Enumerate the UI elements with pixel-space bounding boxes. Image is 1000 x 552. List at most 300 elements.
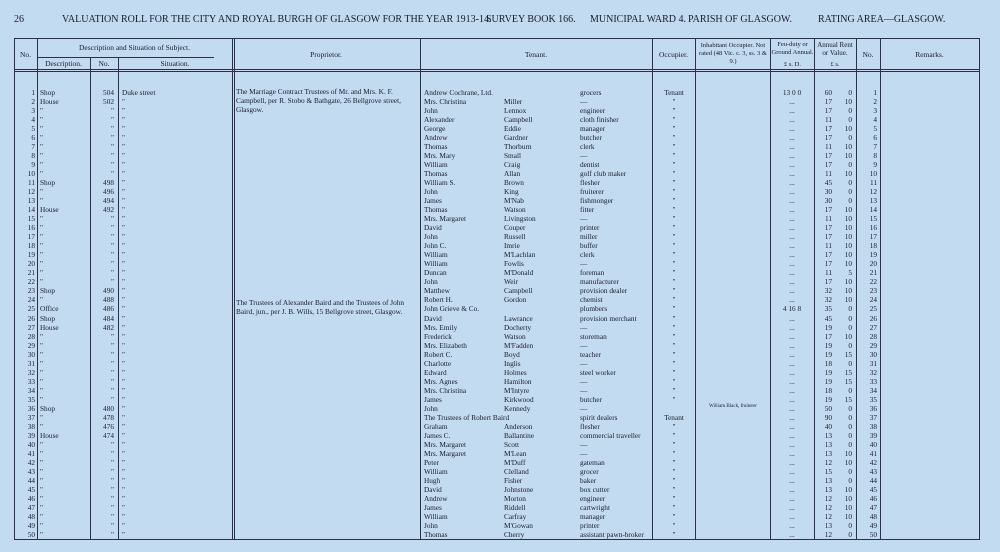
row-rent-pounds: 30 [824,187,832,197]
row-occupation: clerk [580,250,595,260]
row-rent-shillings: 10 [844,502,852,512]
row-number: 14 [27,205,35,215]
row-rent-shillings: 10 [844,511,852,521]
row-description: " [40,412,43,422]
row-house-number: " [111,457,114,467]
row-occupier: " [672,376,676,386]
col-header-number: No. [98,59,110,68]
col-header-desc-group: Description and Situation of Subject. [78,43,191,52]
row-occupier: " [672,97,676,107]
row-rent-pounds: 19 [824,376,832,386]
row-description: " [40,475,43,485]
row-number-right: 16 [869,223,877,233]
row-occupier: " [672,160,676,170]
row-rent-pounds: 45 [824,313,832,323]
row-occupation: foreman [580,268,605,278]
row-rent-shillings: 10 [844,286,852,296]
row-occupation: dentist [580,160,600,170]
row-feuduty: ... [789,214,795,224]
row-tenant-last: Allan [504,169,521,179]
row-rent-pounds: 45 [824,178,832,188]
row-rent-shillings: 10 [844,277,852,287]
row-occupier: " [672,241,676,251]
row-tenant-last: Fowlis [504,259,524,269]
row-occupation: flesher [580,421,600,431]
row-occupation: printer [580,223,600,233]
row-situation: " [122,241,125,251]
row-tenant-last: Kirkwood [504,394,534,404]
row-occupier: " [672,178,676,188]
row-rent-shillings: 0 [848,403,852,413]
row-occupier: " [672,223,676,233]
row-number: 27 [27,322,35,332]
row-occupation: fruiterer [580,187,604,197]
row-occupier: " [672,448,676,458]
row-occupation: manager [580,124,606,134]
row-tenant-last: Riddell [504,502,526,512]
row-number-right: 18 [869,241,877,251]
row-tenant-first: Mrs. Margaret [424,439,467,449]
row-house-number: 494 [103,196,114,206]
row-tenant-first: Charlotte [424,358,452,368]
row-feuduty: ... [789,268,795,278]
row-feuduty: ... [789,520,795,530]
row-house-number: " [111,520,114,530]
row-tenant-first: Edward [424,367,447,377]
row-rent-pounds: 17 [824,133,832,143]
row-description: " [40,223,43,233]
row-feuduty: ... [789,340,795,350]
row-tenant-first: Peter [424,457,439,467]
row-rent-shillings: 0 [848,304,852,314]
row-description: " [40,529,43,539]
row-occupation: manufacturer [580,277,619,287]
col-rule-1 [37,38,38,540]
row-number: 3 [31,106,35,116]
row-occupation: fishmonger [580,196,614,206]
row-rent-shillings: 0 [848,340,852,350]
row-feuduty: 4 16 8 [782,304,802,314]
row-occupier: " [672,484,676,494]
row-rent-pounds: 11 [824,268,832,278]
row-situation: " [122,322,125,332]
row-description: " [40,187,43,197]
row-number-right: 45 [869,484,877,494]
row-occupation: — [580,340,588,350]
row-situation: " [122,151,125,161]
row-occupation: buffer [580,241,598,251]
row-number-right: 32 [869,367,877,377]
row-rent-pounds: 17 [824,124,832,134]
row-number-right: 50 [869,529,877,539]
row-occupation: — [580,259,588,269]
row-rent-shillings: 0 [848,421,852,431]
row-house-number: " [111,466,114,476]
row-tenant-first: David [424,223,442,233]
row-tenant-first: Mrs. Agnes [424,376,458,386]
row-house-number: " [111,385,114,395]
row-tenant-last: Imrie [504,241,520,251]
row-description: " [40,124,43,134]
col-rule-11 [880,38,881,540]
col-header-remarks: Remarks. [915,50,944,59]
row-number-right: 20 [869,259,877,269]
row-house-number: " [111,439,114,449]
row-rent-pounds: 19 [824,349,832,359]
row-rent-shillings: 10 [844,214,852,224]
row-rent-shillings: 10 [844,250,852,260]
row-occupation: — [580,322,588,332]
row-occupation: cloth finisher [580,115,619,125]
row-situation: " [122,250,125,260]
row-tenant-first: Alexander [424,115,455,125]
row-occupier: " [672,457,676,467]
row-tenant-last: Russell [504,232,526,242]
row-tenant-first: James [424,394,442,404]
row-feuduty: ... [789,448,795,458]
row-occupier: " [672,529,676,539]
row-number-right: 11 [869,178,877,188]
row-number-right: 33 [869,376,877,386]
row-description: " [40,376,43,386]
row-situation: " [122,223,125,233]
row-tenant-first: John [424,403,438,413]
row-number-right: 21 [869,268,877,278]
row-rent-shillings: 15 [844,376,852,386]
row-rent-shillings: 10 [844,295,852,305]
row-rent-pounds: 18 [824,358,832,368]
row-number: 15 [27,214,35,224]
row-occupation: manager [580,511,606,521]
row-tenant-first: The Trustees of Robert Baird [424,412,510,422]
row-tenant-first: William [424,466,448,476]
col-header-inhabitant: Inhabitant Occupier. Not rated (48 Vic. c. 3, ss. 3 & 9.) [699,42,767,65]
row-description: " [40,457,43,467]
row-tenant-first: John C. [424,241,447,251]
col-header-rent-lsd: £ s. [830,61,840,68]
row-feuduty: ... [789,457,795,467]
row-situation: " [122,376,125,386]
row-tenant-first: John [424,187,438,197]
desc-subheader-rule [37,57,214,58]
col-rule-6 [652,38,653,540]
row-feuduty: ... [789,412,795,422]
row-number: 6 [31,133,35,143]
row-house-number: " [111,133,114,143]
row-tenant-first: John [424,106,438,116]
row-tenant-first: Thomas [424,205,448,215]
row-number: 20 [27,259,35,269]
parish: PARISH OF GLASGOW. [688,14,793,25]
row-occupation: commercial traveller [580,430,641,440]
row-tenant-first: John Grieve & Co. [424,304,480,314]
row-tenant-last: M'Fadden [504,340,534,350]
row-occupier: " [672,502,676,512]
row-occupier: " [672,196,676,206]
row-number: 29 [27,340,35,350]
row-house-number: " [111,268,114,278]
row-house-number: 486 [103,304,114,314]
row-tenant-first: Thomas [424,142,448,152]
row-occupation: — [580,151,588,161]
row-description: " [40,142,43,152]
row-house-number: " [111,340,114,350]
row-description: " [40,520,43,530]
row-number-right: 7 [873,142,877,152]
row-rent-pounds: 17 [824,259,832,269]
row-number: 40 [27,439,35,449]
row-situation: " [122,196,125,206]
row-rent-shillings: 10 [844,205,852,215]
row-situation: " [122,295,125,305]
row-tenant-first: Frederick [424,331,452,341]
row-situation: " [122,457,125,467]
row-rent-shillings: 5 [848,268,852,278]
row-situation: " [122,421,125,431]
row-situation: " [122,484,125,494]
row-rent-pounds: 17 [824,106,832,116]
row-rent-pounds: 11 [824,241,832,251]
row-number: 49 [27,520,35,530]
row-tenant-first: Duncan [424,268,447,278]
row-house-number: " [111,151,114,161]
row-feuduty: ... [789,187,795,197]
row-number: 50 [27,529,35,539]
row-rent-pounds: 17 [824,232,832,242]
row-tenant-first: George [424,124,446,134]
row-number-right: 1 [873,88,877,97]
row-description: Shop [40,88,56,97]
row-rent-pounds: 17 [824,205,832,215]
row-description: " [40,232,43,242]
row-number: 48 [27,511,35,521]
row-occupation: engineer [580,106,606,116]
row-occupation: — [580,403,588,413]
row-tenant-first: John [424,520,438,530]
row-tenant-last: Johnstone [504,484,534,494]
row-feuduty: ... [789,439,795,449]
row-description: " [40,385,43,395]
row-rent-pounds: 19 [824,367,832,377]
row-occupation: butcher [580,133,602,143]
row-situation: " [122,106,125,116]
row-occupation: storeman [580,331,607,341]
row-house-number: " [111,502,114,512]
row-occupier: " [672,439,676,449]
row-number-right: 38 [869,421,877,431]
row-number-right: 36 [869,403,877,413]
row-rent-pounds: 32 [824,286,832,296]
row-number-right: 24 [869,295,877,305]
row-description: " [40,115,43,125]
row-number: 18 [27,241,35,251]
row-description: " [40,259,43,269]
row-situation: " [122,502,125,512]
row-tenant-last: Craig [504,160,521,170]
row-rent-shillings: 10 [844,259,852,269]
row-house-number: " [111,484,114,494]
row-house-number: 490 [103,286,114,296]
row-situation: " [122,142,125,152]
row-feuduty: ... [789,223,795,233]
row-house-number: 478 [103,412,114,422]
row-feuduty: ... [789,151,795,161]
row-description: " [40,367,43,377]
row-tenant-last: Small [504,151,522,161]
table-bottom-rule [14,539,980,540]
row-occupation: miller [580,232,598,242]
row-tenant-first: James [424,502,442,512]
row-house-number: " [111,142,114,152]
row-tenant-last: Gardner [504,133,528,143]
row-occupier: " [672,421,676,431]
row-rent-pounds: 17 [824,151,832,161]
row-rent-shillings: 0 [848,133,852,143]
row-description: " [40,241,43,251]
row-feuduty: ... [789,106,795,116]
row-number: 39 [27,430,35,440]
row-house-number: " [111,475,114,485]
row-number: 43 [27,466,35,476]
row-description: " [40,358,43,368]
row-rent-shillings: 0 [848,520,852,530]
row-number: 2 [31,97,35,107]
row-rent-pounds: 13 [824,430,832,440]
row-house-number: 504 [103,88,114,97]
row-number: 5 [31,124,35,134]
row-rent-shillings: 0 [848,313,852,323]
row-situation: " [122,304,125,314]
row-description: " [40,196,43,206]
row-rent-pounds: 15 [824,466,832,476]
row-occupation: provision merchant [580,313,637,323]
row-description: " [40,340,43,350]
row-occupier: " [672,430,676,440]
row-feuduty: ... [789,511,795,521]
row-rent-shillings: 10 [844,223,852,233]
row-rent-pounds: 32 [824,295,832,305]
row-tenant-last: Livingston [504,214,536,224]
row-description: Shop [40,403,56,413]
row-tenant-last: Carfray [504,511,527,521]
row-number-right: 35 [869,394,877,404]
row-occupation: assistant pawn-broker [580,529,644,539]
row-number: 42 [27,457,35,467]
row-rent-shillings: 15 [844,349,852,359]
row-tenant-last: Inglis [504,358,521,368]
row-number: 47 [27,502,35,512]
row-situation: " [122,277,125,287]
row-rent-shillings: 10 [844,457,852,467]
row-tenant-last: M'Lean [504,448,527,458]
row-occupier: " [672,277,676,287]
col-header-tenant: Tenant. [524,50,548,59]
row-house-number: " [111,493,114,503]
row-occupier: " [672,187,676,197]
row-tenant-last: Boyd [504,349,520,359]
row-house-number: 476 [103,421,114,431]
col-header-no-right: No. [862,50,874,59]
row-situation: " [122,493,125,503]
row-description: " [40,448,43,458]
row-occupation: flesher [580,178,600,188]
row-occupation: — [580,214,588,224]
row-situation: " [122,133,125,143]
row-situation: " [122,313,125,323]
row-occupation: printer [580,520,600,530]
row-occupier: " [672,520,676,530]
row-rent-shillings: 10 [844,232,852,242]
col-rule-5 [420,38,421,540]
row-tenant-first: Mrs. Mary [424,151,456,161]
row-number: 21 [27,268,35,278]
row-number-right: 31 [869,358,877,368]
row-occupier: " [672,259,676,269]
row-tenant-first: Mrs. Emily [424,322,458,332]
row-situation: " [122,115,125,125]
row-rent-shillings: 10 [844,493,852,503]
row-situation: " [122,529,125,539]
row-feuduty: ... [789,259,795,269]
row-rent-shillings: 0 [848,115,852,125]
row-situation: " [122,367,125,377]
row-description: " [40,151,43,161]
row-rent-shillings: 10 [844,448,852,458]
row-situation: " [122,232,125,242]
row-tenant-last: Morton [504,493,526,503]
row-feuduty: ... [789,421,795,431]
row-situation: " [122,448,125,458]
row-occupier: " [672,124,676,134]
row-rent-pounds: 17 [824,97,832,107]
row-number: 7 [31,142,35,152]
row-feuduty: ... [789,331,795,341]
row-feuduty: ... [789,286,795,296]
row-inhabitant: William Black, fruiterer [709,403,757,409]
row-tenant-last: Watson [504,205,526,215]
row-number: 12 [27,187,35,197]
page-header [0,10,1000,30]
row-tenant-last: Couper [504,223,526,233]
row-number: 10 [27,169,35,179]
row-number-right: 23 [869,286,877,296]
row-situation: " [122,286,125,296]
row-rent-pounds: 17 [824,160,832,170]
row-occupation: — [580,97,588,107]
row-rent-pounds: 13 [824,475,832,485]
row-number: 34 [27,385,35,395]
row-rent-shillings: 0 [848,322,852,332]
row-feuduty: ... [789,241,795,251]
row-tenant-first: Andrew Cochrane, Ltd. [424,88,493,97]
row-house-number: " [111,124,114,134]
row-rent-pounds: 11 [824,115,832,125]
row-number-right: 8 [873,151,877,161]
row-rent-pounds: 17 [824,250,832,260]
row-description: House [40,322,59,332]
header-bottom-rule [14,69,980,72]
row-tenant-last: Docherty [504,322,532,332]
row-house-number: " [111,259,114,269]
row-tenant-first: John [424,277,438,287]
row-tenant-last: M'Duff [504,457,526,467]
row-feuduty: ... [789,385,795,395]
row-number: 8 [31,151,35,161]
row-house-number: " [111,358,114,368]
row-house-number: 482 [103,322,114,332]
row-situation: " [122,178,125,188]
row-house-number: " [111,511,114,521]
